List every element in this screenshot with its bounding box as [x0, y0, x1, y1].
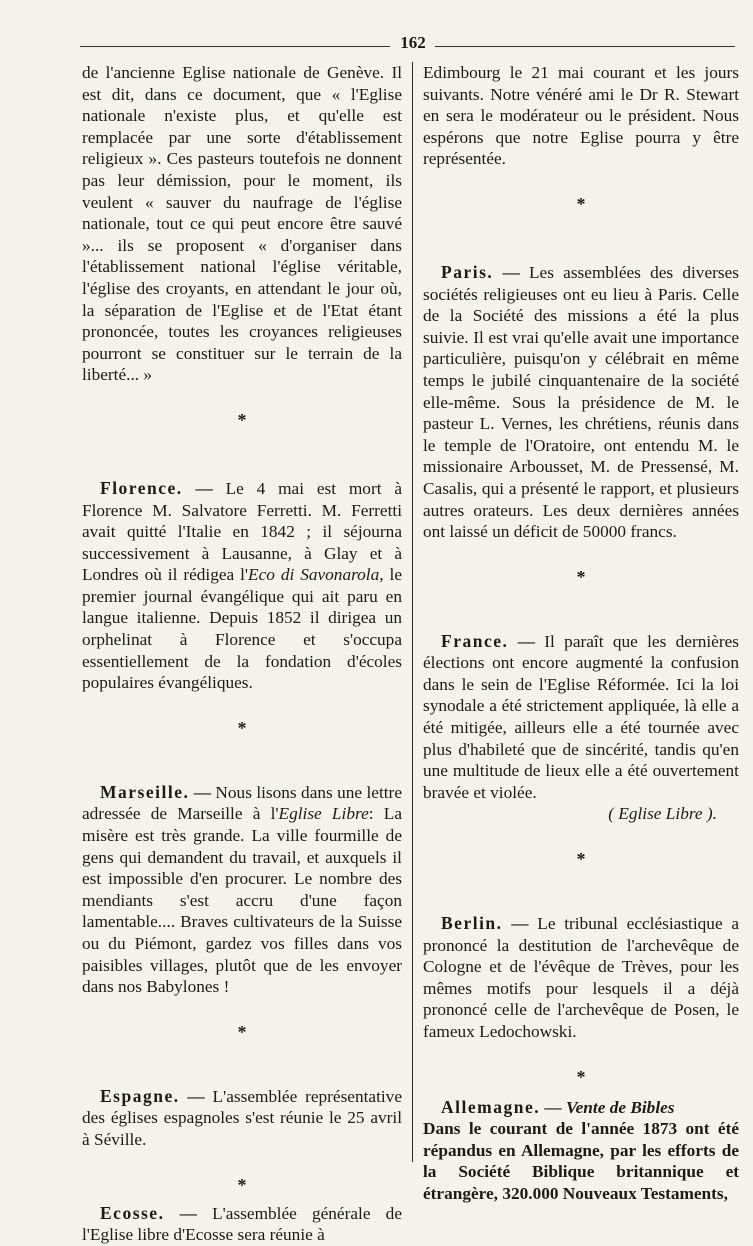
heading-dash: — [508, 631, 535, 651]
header-rule-left [80, 46, 390, 47]
section-separator-star: * [237, 1021, 247, 1042]
paragraph-allemagne [423, 1097, 739, 1119]
section-separator-star: * [576, 1066, 586, 1087]
paragraph-ecosse [82, 1203, 402, 1246]
page-header [80, 30, 735, 58]
section-separator-star: * [576, 566, 586, 587]
paris-text: Les assemblées des diverses sociétés religieuses ont eu lieu à Paris. Celle de la Société des missions a été la plus suivie. Il est vrai qu'elle avait une importance particulière, puisqu'on y célébrait en même temps le jubilé cinquantenaire de la société elle-même. Sous la présidence de M. le pasteur L. Vernes, les chrétiens, réunis dans le temple de l'Oratoire, ont entendu M. le missionaire Arbousset, M. de Pressensé, M. Casalis, qui a présenté le rapport, et plusieurs autres orateurs. Les deux dernières années ont laissé un déficit de 50000 francs. [423, 262, 739, 542]
column-divider [412, 62, 413, 1162]
heading-dash: — [182, 478, 213, 498]
heading-paris: Paris. [441, 261, 494, 282]
paragraph-geneve: de l'ancienne Eglise nationale de Genève. Il est dit, dans ce document, que « l'Eglise nationale n'existe plus, et qu'elle est remplacée par une sorte d'établissement religieux ». Ces pasteurs toutefois ne donnent pas leur démission, pour le moment, ils veulent « sauver du naufrage de l'église nationale, tout ce qui peut encore être sauvé »... ils se proposent « d'organiser dans l'établissement national l'église véritable, l'église des croyants, en attendant le jour où, la séparation de l'Eglise et de l'Etat étant prononcée, toutes les croyances religieuses pourront se constituer sur le terrain de la liberté... » [82, 63, 402, 385]
paragraph-edimbourg: Edimbourg le 21 mai courant et les jours suivants. Notre vénéré ami le Dr R. Stewart en sera le modérateur ou le président. Nous espérons que notre Eglise pourra y être représentée. [423, 63, 739, 169]
section-separator-star: * [237, 1174, 247, 1195]
section-separator-star: * [576, 849, 586, 870]
heading-dash: — [540, 1097, 562, 1117]
heading-ecosse: Ecosse. [100, 1202, 165, 1223]
paragraph-marseille [82, 782, 402, 998]
heading-dash: — [493, 262, 520, 282]
marseille-source: Eglise Libre [278, 804, 369, 824]
heading-dash: — [164, 1203, 197, 1223]
heading-dash: — [502, 914, 529, 934]
paragraph-florence [82, 478, 402, 694]
allemagne-text: Dans le courant de l'année 1873 ont été répandus en Allemagne, par les efforts de la Société Biblique britannique et étrangère, 320.000 Nouveaux Testaments, [423, 1119, 739, 1203]
heading-dash: — [179, 1086, 205, 1106]
right-column [423, 62, 739, 1205]
marseille-text-b: : La misère est très grande. La ville fourmille de gens qui demandent du travail, et auxquels il est impossible d'en procurer. Le nombre des mendiants s'est accru d'une façon lamentable.... Braves cultivateurs de la Suisse ou du Piémont, gardez vos filles dans vos paisibles villages, plutôt que de les envoyer dans nos Babylones ! [82, 804, 402, 997]
florence-text-a: Le 4 mai est mort à Florence M. Salvatore Ferretti. M. Ferretti avait quitté l'Italie en 1842 ; il séjourna successivement à Lausanne, à Glay et à Londres où il rédigea l' [82, 478, 402, 585]
paragraph-berlin [423, 913, 739, 1043]
heading-dash: — [189, 782, 212, 802]
heading-espagne: Espagne. [100, 1085, 180, 1106]
france-source: ( Eglise Libre ). [608, 804, 717, 824]
heading-marseille: Marseille. [100, 781, 190, 802]
florence-journal-title: Eco di Savonarola [248, 565, 380, 585]
berlin-text: Le tribunal ecclésiastique a prononcé la destitution de l'archevêque de Cologne et de l'évêque de Trèves, pour les mêmes motifs pour lesquels il a déjà prononcé celle de l'archevêque de Posen, le fameux Ledochowski. [423, 914, 739, 1041]
paragraph-espagne [82, 1086, 402, 1151]
left-column [82, 62, 402, 1246]
florence-text-b: , le premier journal évangélique qui ait paru en langue italienne. Depuis 1852 il dirigea un orphelinat à Florence et s'occupa essentiellement de la fondation d'écoles populaires évangéliques. [82, 565, 402, 693]
espagne-text: L'assemblée représentative des églises espagnoles s'est réunie le 25 avril à Séville. [82, 1086, 402, 1149]
section-separator-star: * [237, 409, 247, 430]
page-number: 162 [400, 33, 426, 52]
heading-florence: Florence. [100, 477, 183, 498]
ecosse-text: L'assemblée générale de l'Eglise libre d'Ecosse sera réunie à [82, 1203, 402, 1245]
marseille-text-a: Nous lisons dans une lettre adressée de Marseille à l' [82, 782, 402, 824]
allemagne-subtitle: Vente de Bibles [566, 1097, 675, 1117]
heading-berlin: Berlin. [441, 913, 503, 934]
france-text: Il paraît que les dernières élections ont encore augmenté la confusion dans le sein de l'Eglise Réformée. Ici la loi synodale a été strictement appliquée, là elle a été mitigée, ailleurs elle a été tournée avec plus d'habileté que de sincérité, tandis qu'en une multitude de lieux elle a été ouvertement bravée et violée. [423, 631, 739, 802]
heading-france: France. [441, 630, 509, 651]
paragraph-paris [423, 262, 739, 543]
section-separator-star: * [576, 193, 586, 214]
heading-allemagne: Allemagne. [441, 1096, 541, 1117]
paragraph-france [423, 631, 739, 804]
header-rule-right [435, 46, 735, 47]
section-separator-star: * [237, 717, 247, 738]
